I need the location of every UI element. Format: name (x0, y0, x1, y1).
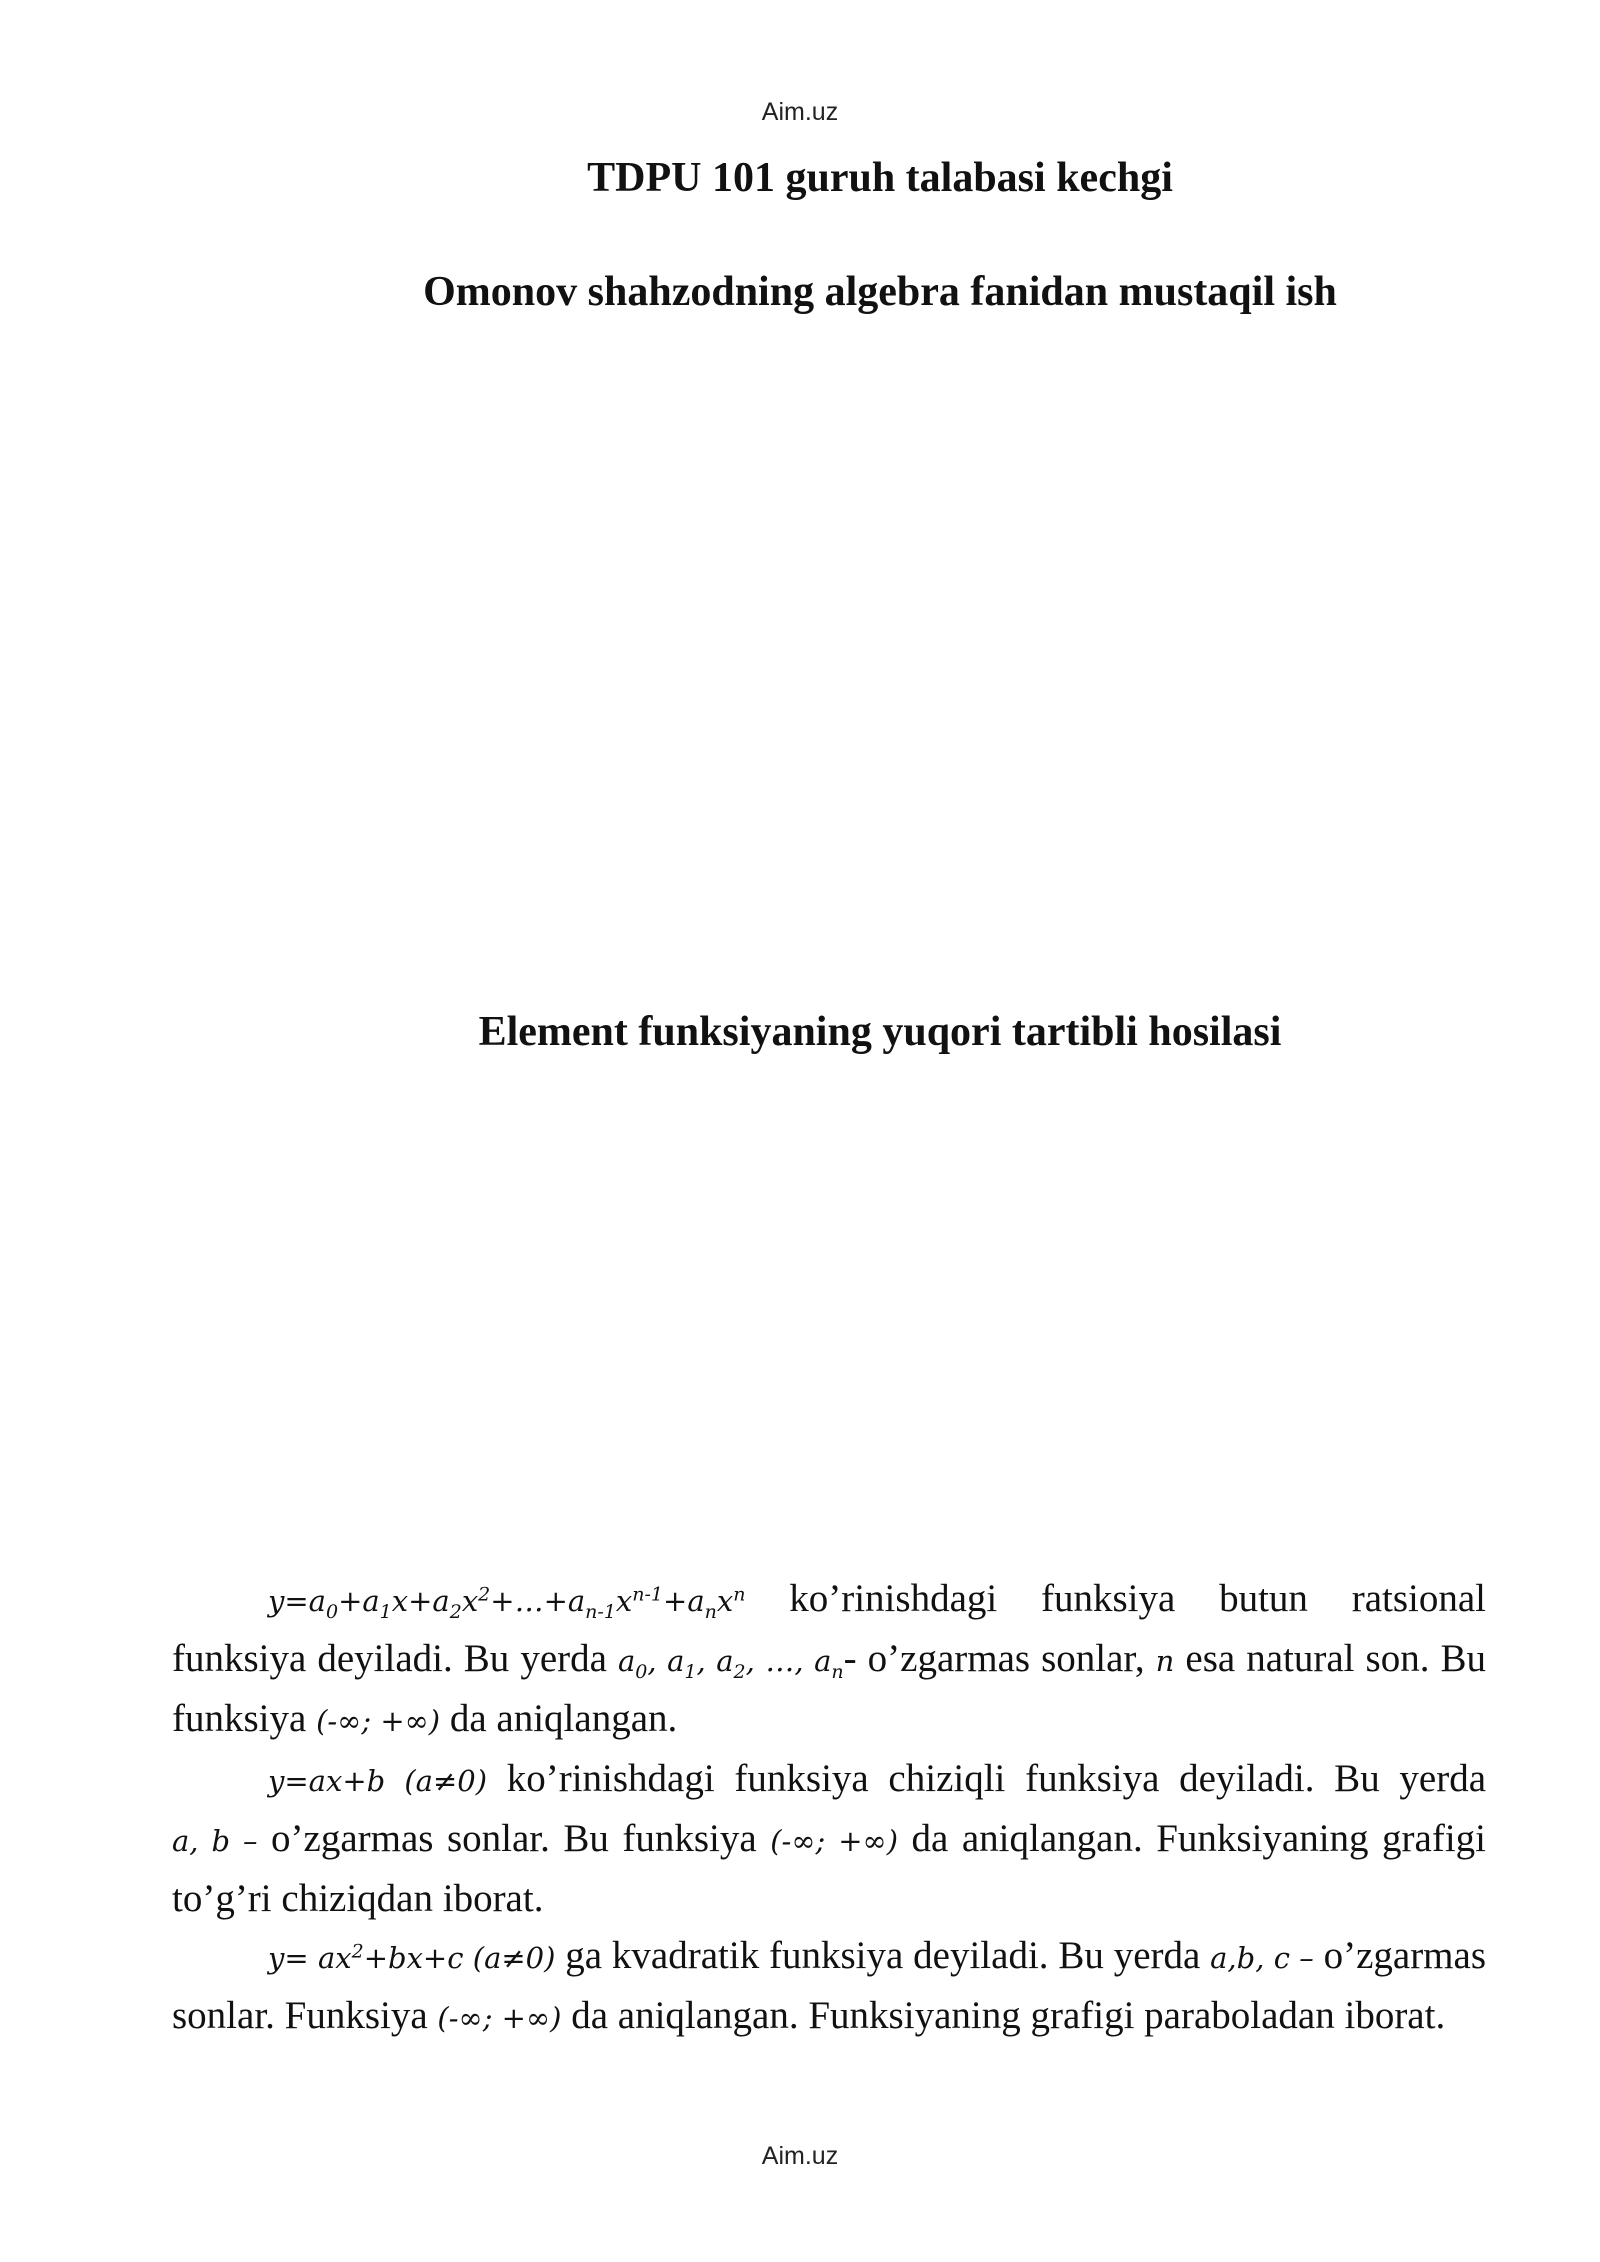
text-segment: da aniqlangan. Funksiyaning grafigi paraboladan iborat. (561, 1994, 1446, 2037)
title-line-1: TDPU 101 guruh talabasi kechgi (587, 155, 1173, 201)
text-segment: ko’rinishdagi funksiya butun ratsional funksiya deyiladi. Bu yerda (172, 1577, 1486, 1680)
formula-polynomial: $y=a_0+a_1x+a_2x^2+\dots+a_{n-1}x^{n-1}+a_nx^n$ (268, 1583, 746, 1623)
text-segment: da aniqlangan. (440, 1697, 678, 1740)
text-segment: esa natural son. Bu funksiya (172, 1637, 1487, 1740)
formula-quadratic: $y= ax^2+bx+c$ (a≠0) (268, 1940, 556, 1975)
paragraph-rational-function (172, 1570, 1486, 1750)
formula-interval: (-∞; +∞) (316, 1704, 441, 1738)
header-site-label: Aim.uz (761, 98, 839, 126)
formula-coefficients: $a_0$, $a_1$, $a_2$, …, $a_n$ (617, 1644, 844, 1683)
text-segment: ko’rinishdagi funksiya chiziqli funksiya deyiladi. Bu yerda (487, 1757, 1486, 1800)
formula-abc: a,b, c – (1210, 1941, 1314, 1975)
title-line-2: Omonov shahzodning algebra fanidan mustaqil ish (423, 269, 1337, 315)
body-text (172, 1570, 1486, 2047)
text-segment: o’zgarmas sonlar. Funksiya (172, 1934, 1487, 2037)
formula-n: n (1155, 1644, 1175, 1678)
paragraph-quadratic-function (172, 1927, 1486, 2047)
formula-interval: (-∞; +∞) (770, 1824, 899, 1858)
text-segment: o’zgarmas sonlar. Bu funksiya (257, 1817, 771, 1860)
footer-site-label: Aim.uz (761, 2142, 839, 2170)
text-segment: ga kvadratik funksiya deyiladi. Bu yerda (555, 1934, 1211, 1977)
formula-interval: (-∞; +∞) (437, 2001, 562, 2035)
text-segment: - o’zgarmas sonlar, (843, 1637, 1156, 1680)
topic-title: Element funksiyaning yuqori tartibli hosilasi (478, 1009, 1282, 1055)
paragraph-linear-function (172, 1750, 1486, 1927)
formula-ab: a, b – (172, 1824, 258, 1858)
text-segment: da aniqlangan. Funksiyaning grafigi to’g’ri chiziqdan iborat. (172, 1817, 1487, 1920)
formula-linear: y=ax+b (a≠0) (268, 1764, 488, 1798)
